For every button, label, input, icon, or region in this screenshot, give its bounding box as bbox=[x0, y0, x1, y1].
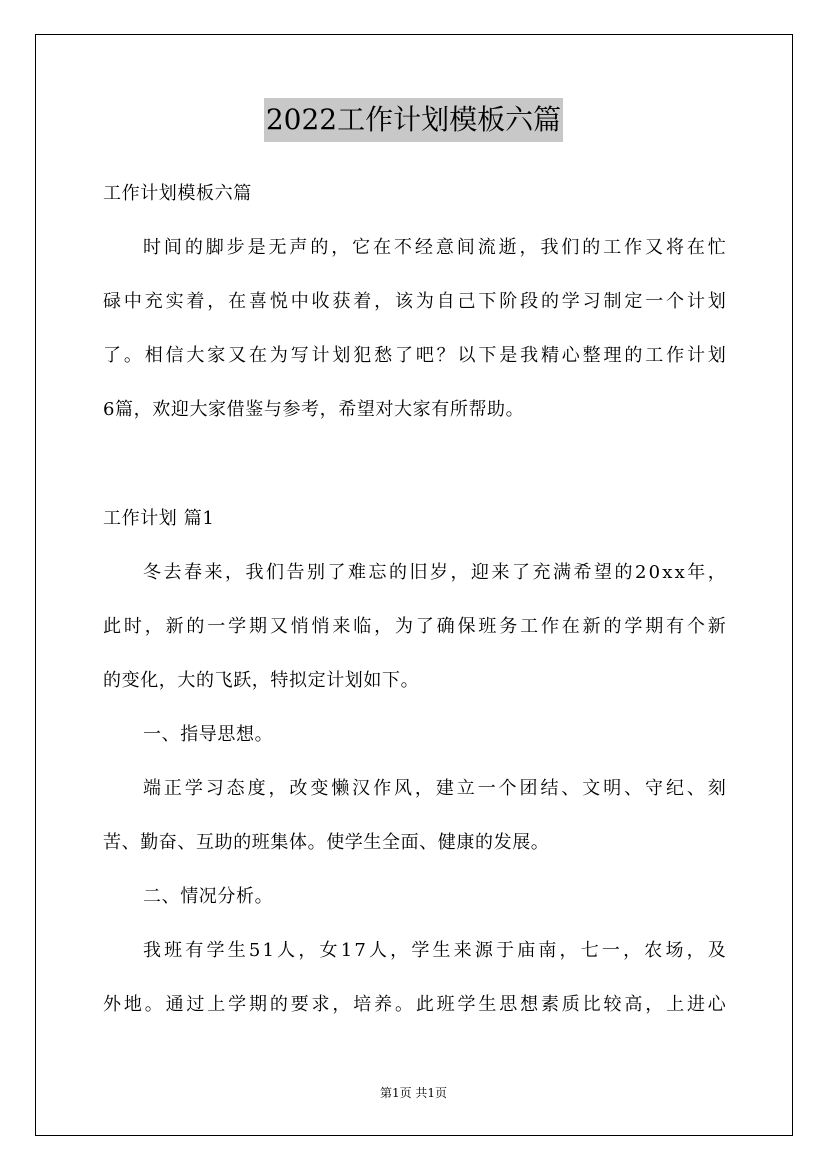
page-footer: 第1页 共1页 bbox=[379, 1086, 448, 1100]
section-1-line-1: 冬去春来，我们告别了难忘的旧岁，迎来了充满希望的20xx年， bbox=[143, 562, 728, 583]
analysis-heading: 二、情况分析。 bbox=[143, 886, 274, 907]
guiding-heading: 一、指导思想。 bbox=[143, 724, 274, 745]
guiding-line-1: 端正学习态度，改变懒汉作风，建立一个团结、文明、守纪、刻 bbox=[143, 778, 728, 799]
section-1-line-3: 的变化，大的飞跃，特拟定计划如下。 bbox=[103, 670, 420, 691]
intro-line-4: 6篇，欢迎大家借鉴与参考，希望对大家有所帮助。 bbox=[103, 399, 525, 420]
section-1-heading: 工作计划 篇1 bbox=[103, 508, 215, 529]
intro-line-1: 时间的脚步是无声的，它在不经意间流逝，我们的工作又将在忙 bbox=[143, 237, 728, 258]
analysis-line-1: 我班有学生51人，女17人，学生来源于庙南，七一，农场，及 bbox=[143, 940, 728, 961]
intro-line-2: 碌中充实着，在喜悦中收获着，该为自己下阶段的学习制定一个计划 bbox=[103, 291, 728, 312]
title-container bbox=[0, 98, 827, 142]
document-title: 2022工作计划模板六篇 bbox=[264, 98, 563, 142]
section-1-line-2: 此时，新的一学期又悄悄来临，为了确保班务工作在新的学期有个新 bbox=[103, 616, 728, 637]
analysis-line-2: 外地。通过上学期的要求，培养。此班学生思想素质比较高，上进心 bbox=[103, 994, 728, 1015]
subtitle: 工作计划模板六篇 bbox=[103, 183, 252, 204]
intro-line-3: 了。相信大家又在为写计划犯愁了吧？以下是我精心整理的工作计划 bbox=[103, 345, 728, 366]
guiding-line-2: 苦、勤奋、互助的班集体。使学生全面、健康的发展。 bbox=[103, 832, 550, 853]
